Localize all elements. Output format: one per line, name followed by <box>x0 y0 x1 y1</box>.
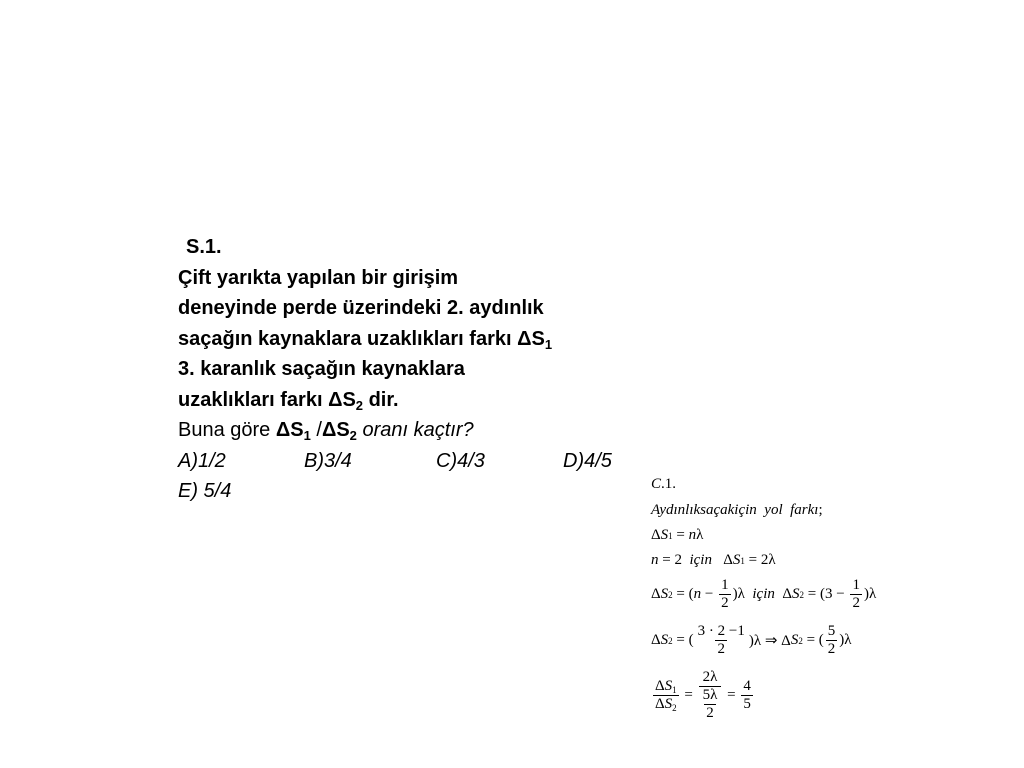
question-number: S.1. <box>186 236 222 258</box>
question-line-3-sub: 1 <box>544 336 553 352</box>
solution-title: C .1. <box>651 476 677 492</box>
answer-options-row <box>178 446 698 477</box>
option-e: E) 5/4 <box>178 480 232 502</box>
solution-eq-5: $\frac{\Delta S_1}{\Delta S_2}$ = $\frac{2\lambda}{\frac{5\lambda}{2}}$ = $\frac{4}{5}$ <box>655 669 751 721</box>
solution-eq-2: n = 2 için Δ S 1 = 2λ <box>651 552 776 568</box>
prompt-ds1 <box>276 419 311 441</box>
option-b: B)3/4 <box>304 449 352 472</box>
question-line-5-end: dir. <box>363 388 399 411</box>
option-c: C)4/3 <box>436 449 485 472</box>
question-line-4: 3. karanlık saçağın kaynaklara <box>178 358 465 380</box>
question-prompt <box>178 415 698 446</box>
solution-eq-4: Δ S 2 = ( $\frac{3 \cdot 2 -1}{2}$ )λ ⇒ Δ S 2 = ( $\frac{5}{2}$ )λ <box>651 623 852 657</box>
prompt-ds2-text: ΔS <box>321 419 350 441</box>
prompt-ds2-sub: 2 <box>349 428 357 443</box>
answer-options-row-2 <box>178 476 698 507</box>
prompt-slash: / <box>310 419 322 441</box>
question-block <box>178 232 698 507</box>
question-line-5-sub: 2 <box>355 397 364 413</box>
prompt-ds1-sub: 1 <box>303 428 311 443</box>
question-line-1: Çift yarıkta yapılan bir girişim <box>178 266 459 289</box>
prompt-end: oranı kaçtır? <box>356 419 474 441</box>
option-d: D)4/5 <box>563 449 612 472</box>
option-a: A)1/2 <box>178 449 226 472</box>
solution-eq-1: Δ S 1 = n λ <box>651 527 704 543</box>
solution-eq-3: Δ S 2 = ( n − $\frac{1}{2}$ )λ için Δ S 2 = (3 − $\frac{1}{2}$ )λ <box>651 577 877 611</box>
question-line-5 <box>178 385 698 416</box>
question-line-3 <box>178 324 698 355</box>
question-line-3-text: saçağın kaynaklara uzaklıkları farkı ΔS <box>178 327 545 350</box>
prompt-ds1-text: ΔS <box>275 419 304 441</box>
prompt-ds2 <box>322 419 357 441</box>
prompt-lead: Buna göre <box>178 419 276 441</box>
question-line-2: deneyinde perde üzerindeki 2. aydınlık <box>178 297 544 319</box>
solution-heading: Aydınlıksaçakiçin yol farkı ; <box>651 502 823 518</box>
question-line-5-text: uzaklıkları farkı ΔS <box>178 388 356 411</box>
